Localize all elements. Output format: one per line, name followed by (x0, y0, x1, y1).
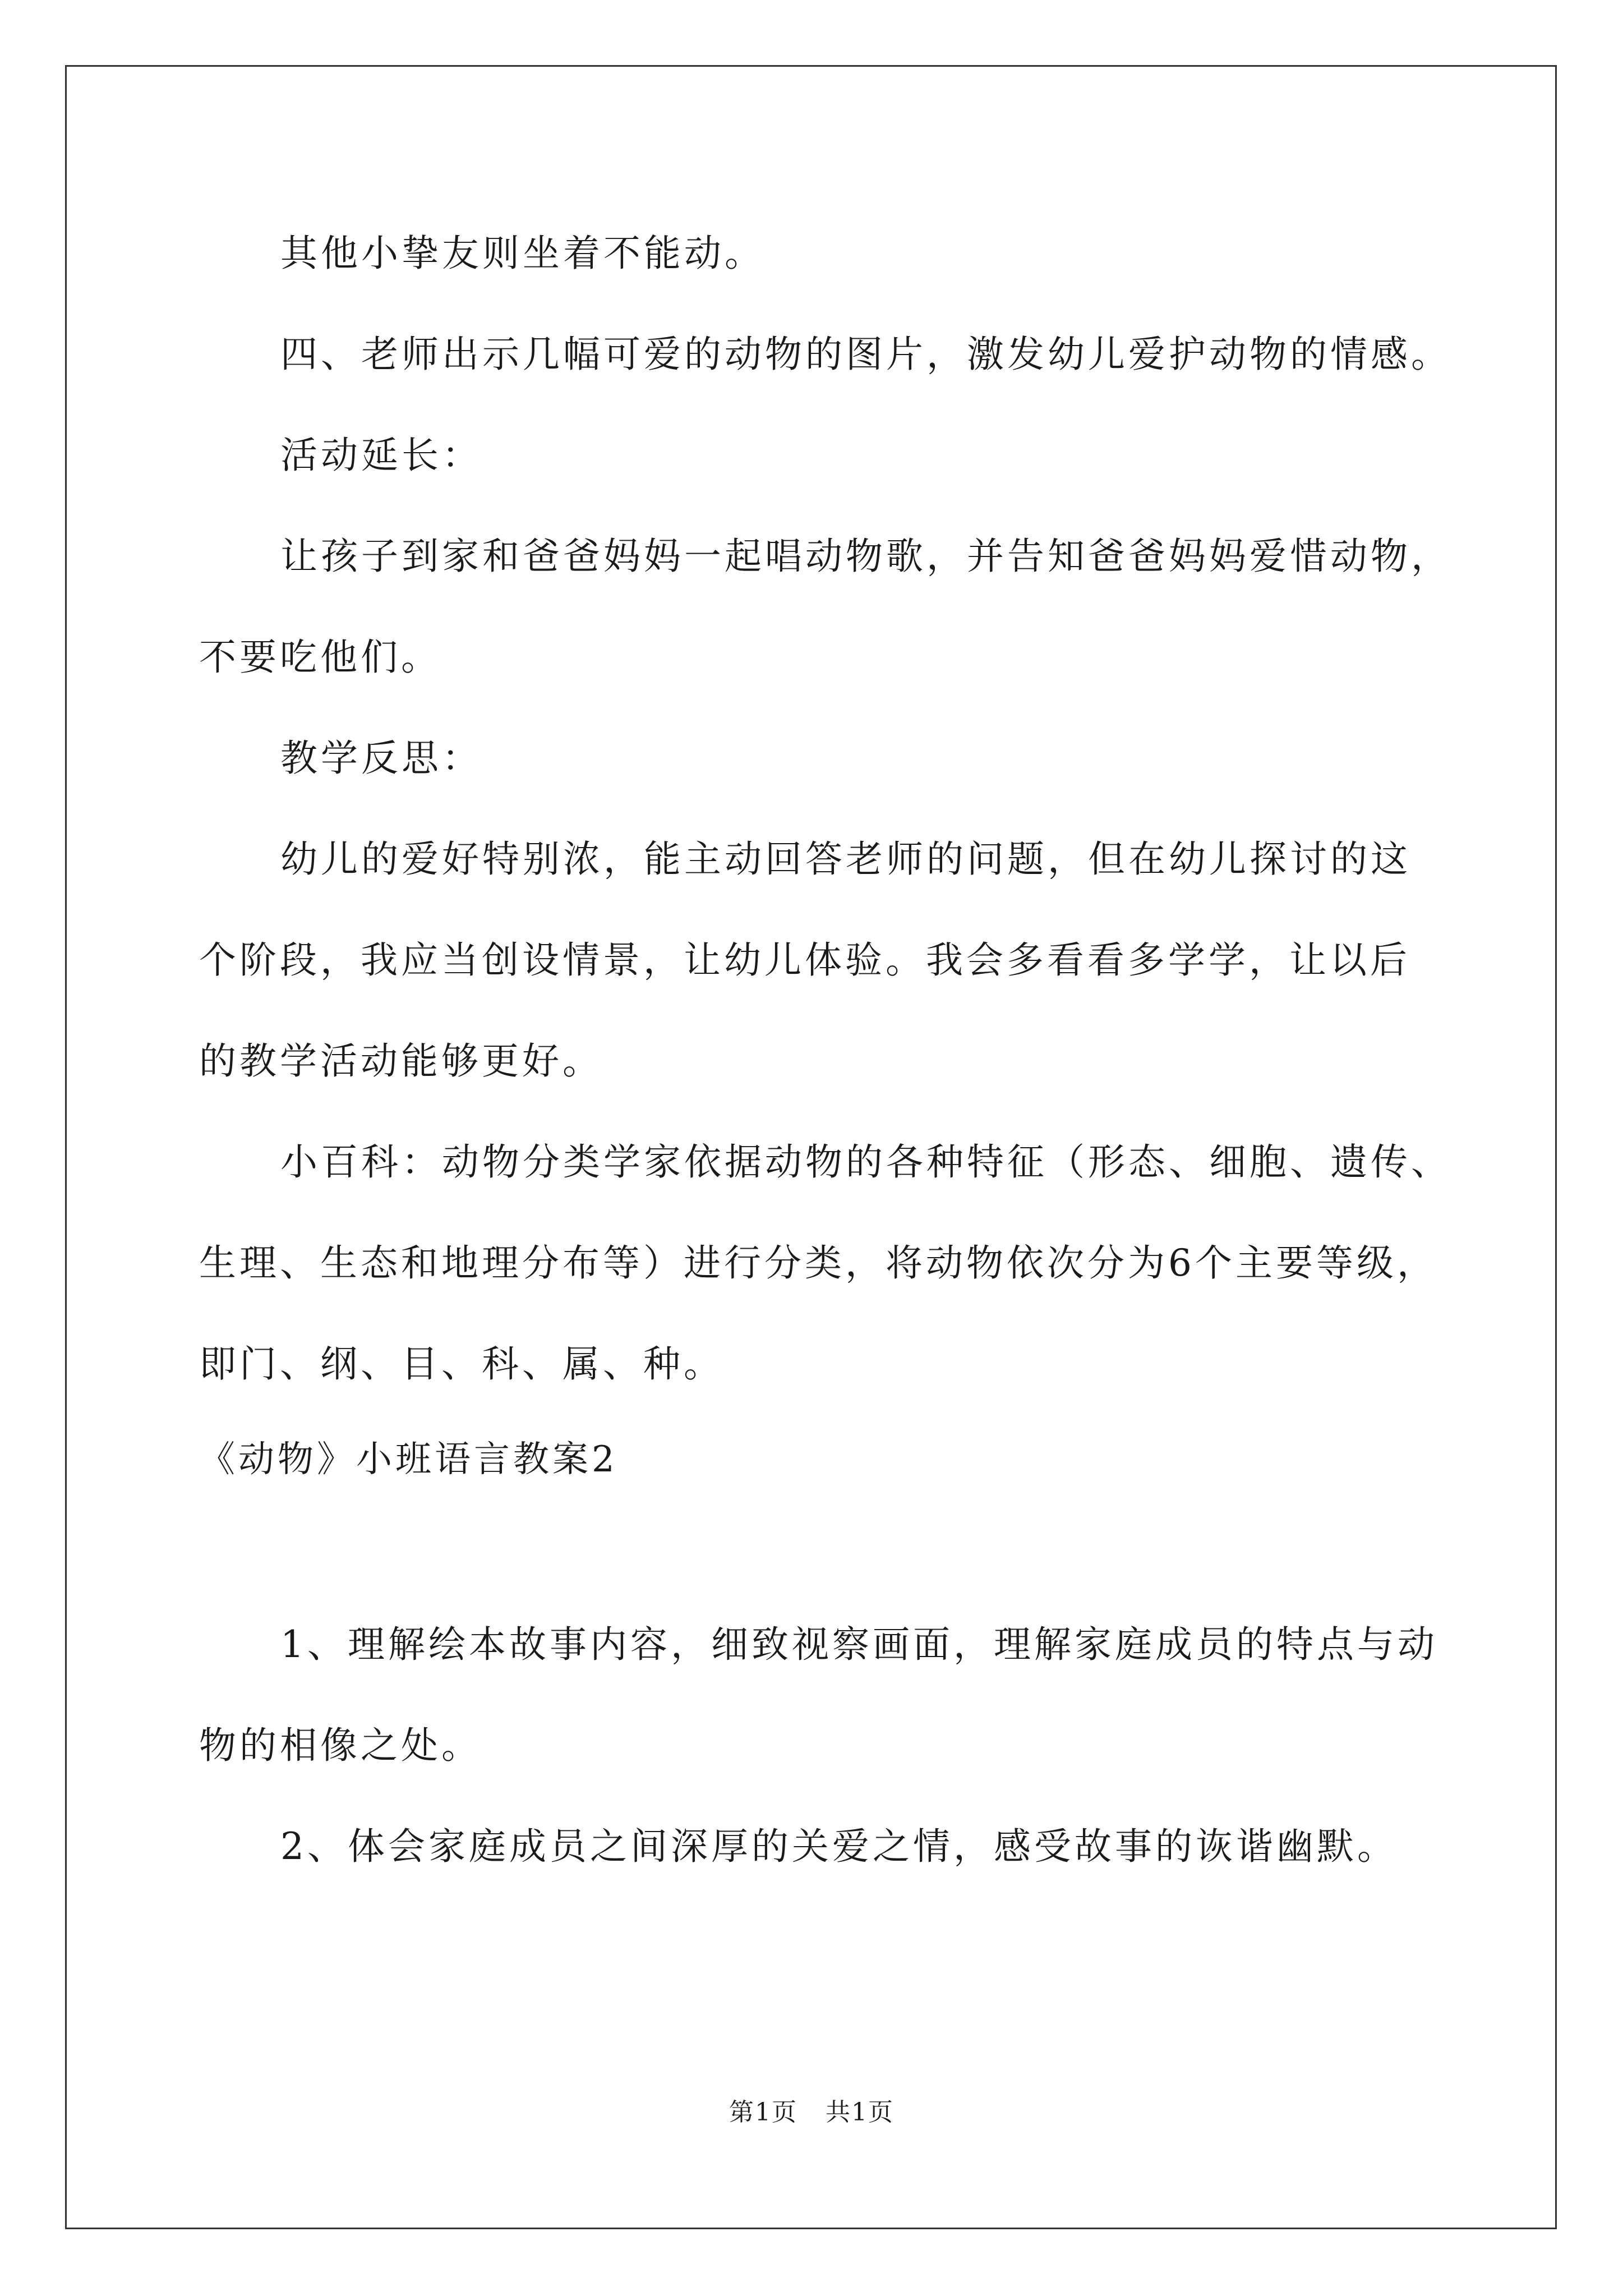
paragraph-line: 物的相像之处。 (199, 1724, 482, 1767)
paragraph-line: 让孩子到家和爸爸妈妈一起唱动物歌，并告知爸爸妈妈爱惜动物， (280, 535, 1451, 578)
page-number: 第1页 (729, 2098, 797, 2127)
paragraph-line: 即门、纲、目、科、属、种。 (199, 1342, 724, 1386)
page-total: 共1页 (826, 2098, 894, 2127)
paragraph-line: 四、老师出示几幅可爱的动物的图片，激发幼儿爱护动物的情感。 (280, 333, 1451, 376)
paragraph-line: 活动延长： (280, 434, 482, 477)
paragraph-line: 小百科：动物分类学家依据动物的各种特征（形态、细胞、遗传、 (280, 1140, 1451, 1184)
paragraph-line: 幼儿的爱好特别浓，能主动回答老师的问题，但在幼儿探讨的这 (280, 838, 1411, 881)
paragraph-line: 不要吃他们。 (199, 636, 441, 679)
page-footer (0, 2098, 1623, 2127)
paragraph-line: 2、体会家庭成员之间深厚的关爱之情，感受故事的诙谐幽默。 (280, 1825, 1398, 1868)
paragraph-line: 教学反思： (280, 737, 482, 780)
paragraph-line: 1、理解绘本故事内容，细致视察画面，理解家庭成员的特点与动 (280, 1623, 1438, 1666)
paragraph-line: 的教学活动能够更好。 (199, 1039, 603, 1083)
section-heading: 《动物》小班语言教案2 (199, 1439, 618, 1480)
paragraph-line: 生理、生态和地理分布等）进行分类，将动物依次分为6个主要等级， (199, 1241, 1437, 1285)
paragraph-line: 个阶段，我应当创设情景，让幼儿体验。我会多看看多学学，让以后 (199, 938, 1410, 982)
paragraph-line: 其他小挚友则坐着不能动。 (280, 232, 765, 275)
